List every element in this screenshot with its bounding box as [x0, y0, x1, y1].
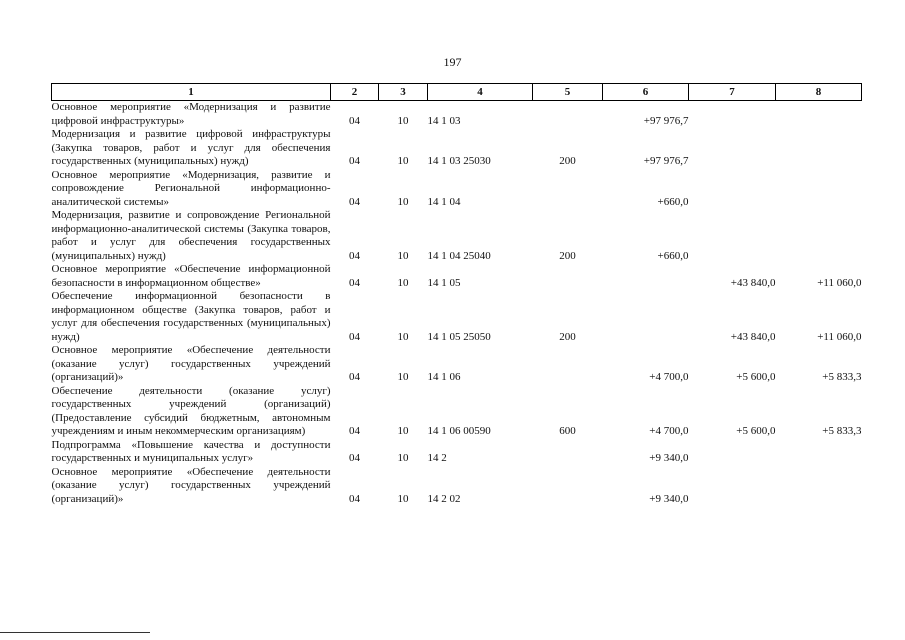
row-target-article: 14 1 05 [427, 276, 461, 289]
row-expense-type: 200 [559, 249, 576, 262]
row-target-article: 14 1 04 25040 [427, 249, 491, 262]
row-amount-col6: +97 976,7 [643, 155, 689, 167]
row-amount-col7 [689, 169, 776, 210]
row-description: Основное мероприятие «Модернизация и развитие цифровой инфраструктуры» [51, 101, 331, 127]
row-expense-type [533, 263, 603, 290]
row-section: 04 [349, 276, 360, 289]
row-section: 04 [349, 492, 360, 505]
row-subsection: 10 [397, 371, 409, 383]
row-amount-col8: +5 833,3 [822, 371, 862, 383]
row-target-article: 14 1 06 00590 [427, 425, 491, 437]
row-description: Основное мероприятие «Модернизация, развитие и сопровождение Региональной информационно-аналитической системы» [51, 168, 331, 208]
row-subsection: 10 [397, 114, 409, 127]
row-subsection: 10 [397, 492, 409, 505]
row-amount-col7: +5 600,0 [736, 425, 776, 437]
row-subsection: 10 [397, 452, 409, 464]
row-expense-type [533, 439, 603, 466]
row-amount-col7 [689, 128, 776, 169]
row-expense-type: 200 [559, 155, 576, 167]
row-expense-type [533, 466, 603, 507]
header-col-5: 5 [533, 84, 603, 101]
header-col-2: 2 [331, 84, 379, 101]
row-amount-col8 [776, 101, 862, 129]
row-amount-col8 [776, 128, 862, 169]
header-col-3: 3 [379, 84, 428, 101]
row-expense-type [533, 344, 603, 385]
row-amount-col8 [776, 209, 862, 263]
page-number: 197 [443, 55, 462, 69]
row-amount-col8 [776, 439, 862, 466]
row-amount-col7 [689, 439, 776, 466]
row-amount-col6: +97 976,7 [643, 114, 689, 127]
row-section: 04 [349, 452, 360, 464]
table-row [52, 439, 862, 466]
row-subsection: 10 [397, 425, 409, 437]
row-section: 04 [349, 155, 360, 167]
row-section: 04 [349, 249, 360, 262]
row-description: Обеспечение информационной безопасности в информационном обществе (Закупка товаров, работ и услуг для обеспечения государственных (муниципальных) нужд) [51, 290, 331, 343]
table-row [52, 466, 862, 507]
table-row [52, 263, 862, 290]
row-subsection: 10 [397, 155, 409, 167]
row-amount-col6: +4 700,0 [649, 425, 689, 437]
row-description: Основное мероприятие «Обеспечение деятельности (оказание услуг) государственных учреждений (организаций)» [51, 344, 331, 383]
row-amount-col8 [776, 169, 862, 210]
row-target-article: 14 1 06 [427, 371, 461, 383]
row-expense-type [533, 101, 603, 129]
row-amount-col6 [603, 290, 689, 344]
row-description: Модернизация, развитие и сопровождение Региональной информационно-аналитической системы (Закупка товаров, работ и услуг для обеспечения государственных (муниципальных) нужд) [51, 209, 331, 262]
header-col-7: 7 [689, 84, 776, 101]
row-target-article: 14 1 03 [427, 114, 461, 127]
header-col-6: 6 [603, 84, 689, 101]
row-target-article: 14 1 05 25050 [427, 330, 491, 343]
row-expense-type: 200 [559, 330, 576, 343]
footer-divider [0, 632, 150, 633]
row-amount-col8: +5 833,3 [822, 425, 862, 437]
table-row [52, 290, 862, 344]
table-row [52, 344, 862, 385]
row-description: Обеспечение деятельности (оказание услуг) государственных учреждений (организаций) (Предоставление субсидий бюджетным, автономным учреждениям и иным некоммерческим организациям) [51, 384, 331, 437]
row-amount-col8: +11 060,0 [817, 276, 862, 289]
row-expense-type: 600 [559, 425, 576, 437]
row-description: Основное мероприятие «Обеспечение информационной безопасности в информационном обществе» [51, 263, 331, 289]
table-row [52, 209, 862, 263]
table-row [52, 169, 862, 210]
row-amount-col6: +9 340,0 [649, 452, 689, 464]
row-amount-col7: +5 600,0 [736, 371, 776, 383]
row-amount-col7 [689, 466, 776, 507]
row-target-article: 14 2 02 [427, 492, 461, 505]
row-amount-col7 [689, 209, 776, 263]
row-amount-col6: +660,0 [657, 249, 689, 262]
row-section: 04 [349, 195, 360, 208]
header-col-4: 4 [428, 84, 533, 101]
row-amount-col6: +660,0 [657, 195, 689, 208]
row-expense-type [533, 169, 603, 210]
row-amount-col7 [689, 101, 776, 129]
row-amount-col7: +43 840,0 [730, 276, 776, 289]
table-row [52, 128, 862, 169]
budget-table [51, 83, 862, 506]
row-section: 04 [349, 371, 360, 383]
row-amount-col6: +4 700,0 [649, 371, 689, 383]
row-subsection: 10 [397, 330, 409, 343]
row-amount-col8 [776, 466, 862, 507]
row-subsection: 10 [397, 249, 409, 262]
row-description: Основное мероприятие «Обеспечение деятельности (оказание услуг) государственных учреждений (организаций)» [51, 465, 331, 505]
row-amount-col8: +11 060,0 [817, 330, 862, 343]
row-subsection: 10 [397, 195, 409, 208]
header-col-1: 1 [52, 84, 331, 101]
row-target-article: 14 1 04 [427, 195, 461, 208]
header-row [52, 84, 862, 101]
row-section: 04 [349, 330, 360, 343]
row-section: 04 [349, 114, 360, 127]
row-description: Подпрограмма «Повышение качества и доступности государственных и муниципальных услуг» [51, 438, 331, 464]
row-subsection: 10 [397, 276, 409, 289]
row-target-article: 14 2 [427, 452, 447, 464]
row-target-article: 14 1 03 25030 [427, 155, 491, 167]
row-amount-col6: +9 340,0 [649, 492, 689, 505]
row-section: 04 [349, 425, 360, 437]
header-col-8: 8 [776, 84, 862, 101]
table-row [52, 101, 862, 129]
table-row [52, 385, 862, 439]
row-description: Модернизация и развитие цифровой инфраструктуры (Закупка товаров, работ и услуг для обеспечения государственных (муниципальных) нужд) [51, 128, 331, 167]
row-amount-col7: +43 840,0 [730, 330, 776, 343]
row-amount-col6 [603, 263, 689, 290]
